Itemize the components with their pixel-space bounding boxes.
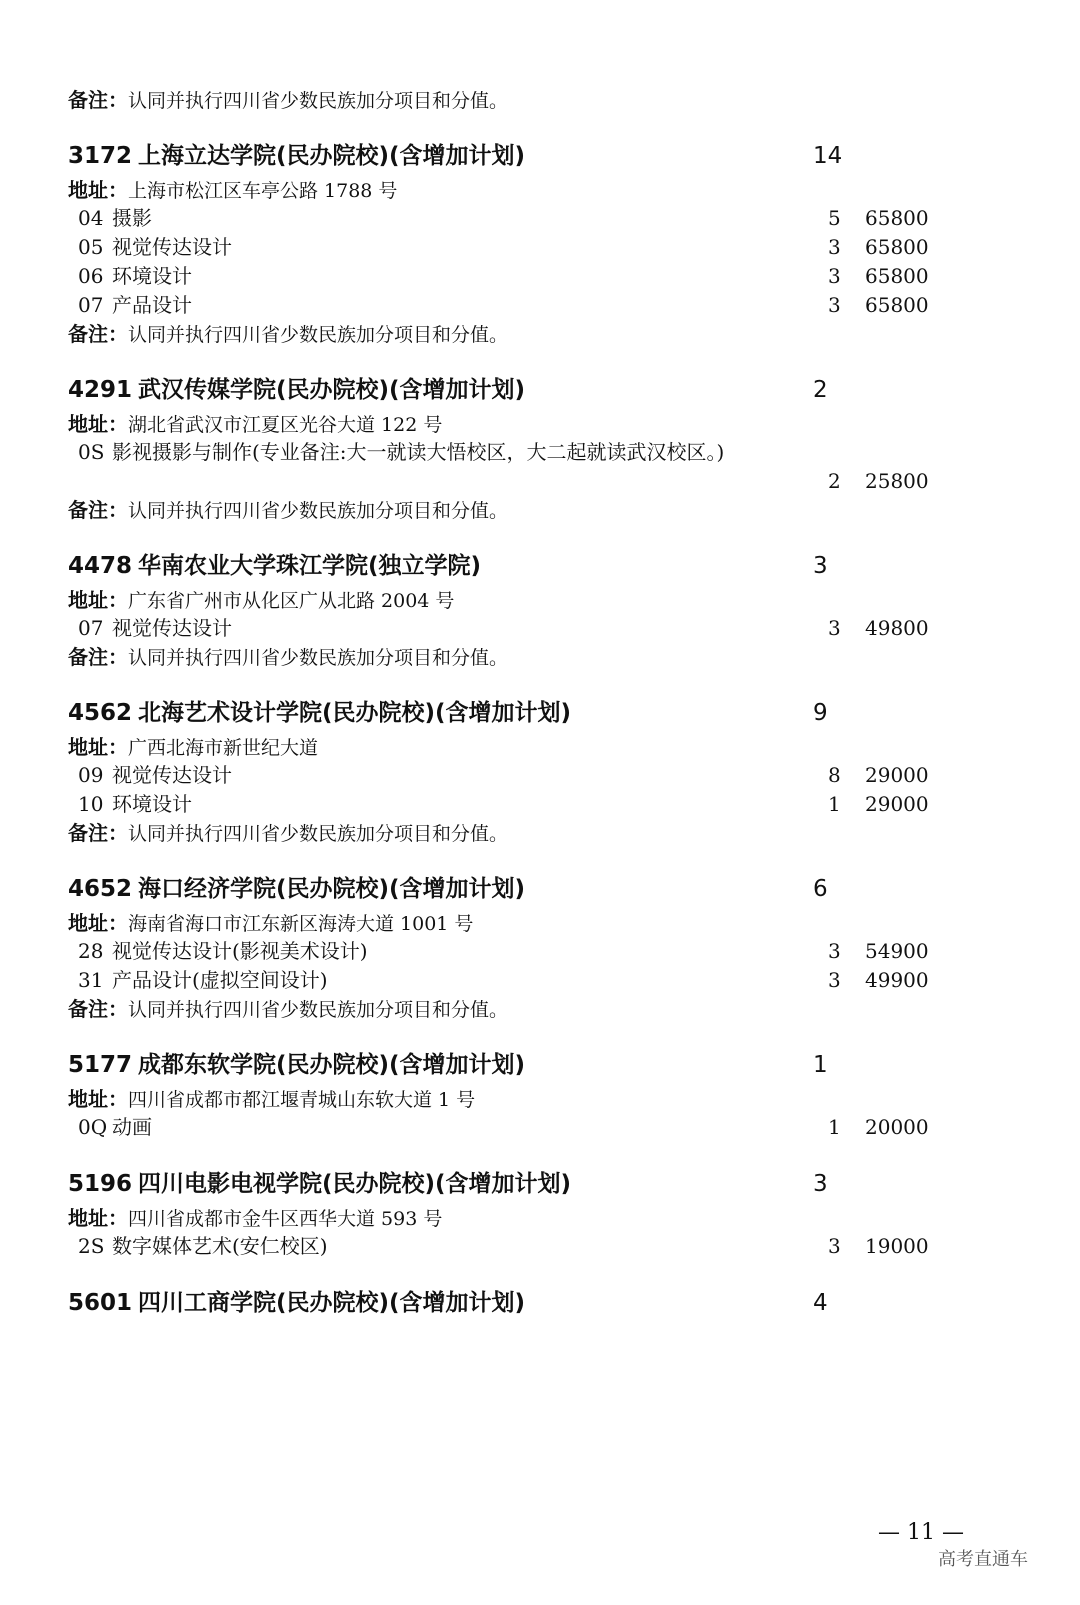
- address-label: 地址：: [68, 735, 128, 759]
- remark-text: 认同并执行四川省少数民族加分项目和分值。: [128, 90, 509, 112]
- address-label: 地址：: [68, 588, 128, 612]
- major-count: 3: [828, 293, 841, 317]
- major-code: 10: [78, 792, 104, 816]
- school-header: [68, 1164, 968, 1204]
- school-name: 成都东软学院(民办院校)(含增加计划): [138, 1052, 526, 1078]
- school-name: 华南农业大学珠江学院(独立学院): [138, 553, 482, 579]
- major-name: 视觉传达设计(影视美术设计): [112, 939, 368, 963]
- major-count: 3: [828, 1234, 841, 1258]
- remark-text: 认同并执行四川省少数民族加分项目和分值。: [128, 823, 509, 845]
- major-row: [68, 937, 968, 966]
- major-fee: 65800: [865, 235, 929, 259]
- school-block: [68, 546, 968, 671]
- major-name: 动画: [112, 1115, 152, 1139]
- address-text: 海南省海口市江东新区海涛大道 1001 号: [128, 913, 474, 935]
- major-code: 07: [78, 293, 104, 317]
- remark-label: 备注：: [68, 645, 128, 669]
- major-row: [68, 438, 968, 496]
- major-fee: 25800: [865, 469, 929, 493]
- major-code: 31: [78, 968, 104, 992]
- school-code: 4652: [68, 876, 133, 902]
- remark-label: 备注：: [68, 498, 128, 522]
- major-name: 环境设计: [112, 264, 192, 288]
- remark-line: [68, 995, 968, 1023]
- remark-line: [68, 86, 968, 114]
- major-fee: 65800: [865, 206, 929, 230]
- school-total: 9: [813, 700, 828, 726]
- major-count: 3: [828, 235, 841, 259]
- address-line: [68, 586, 968, 614]
- school-header: [68, 370, 968, 410]
- major-fee: 65800: [865, 264, 929, 288]
- address-line: [68, 1085, 968, 1113]
- major-count: 1: [828, 1115, 841, 1139]
- school-block: [68, 1045, 968, 1142]
- address-line: [68, 909, 968, 937]
- major-count: 1: [828, 792, 841, 816]
- major-count: 2: [828, 469, 841, 493]
- major-row: [68, 1113, 968, 1142]
- school-total: 2: [813, 377, 828, 403]
- address-text: 上海市松江区车亭公路 1788 号: [128, 180, 398, 202]
- major-count: 8: [828, 763, 841, 787]
- school-header: [68, 546, 968, 586]
- major-fee: 54900: [865, 939, 929, 963]
- major-fee: 29000: [865, 763, 929, 787]
- address-text: 四川省成都市都江堰青城山东软大道 1 号: [128, 1089, 476, 1111]
- remark-line: [68, 320, 968, 348]
- remark-label: 备注：: [68, 322, 128, 346]
- school-header: [68, 1045, 968, 1085]
- major-code: 04: [78, 206, 104, 230]
- address-label: 地址：: [68, 412, 128, 436]
- major-count: 3: [828, 968, 841, 992]
- major-code: 0Q: [78, 1115, 108, 1139]
- school-name: 四川工商学院(民办院校)(含增加计划): [138, 1290, 526, 1316]
- school-total: 3: [813, 553, 828, 579]
- major-code: 2S: [78, 1234, 105, 1258]
- school-total: 3: [813, 1171, 828, 1197]
- school-header: [68, 869, 968, 909]
- major-row: [68, 614, 968, 643]
- major-name: 影视摄影与制作(专业备注:大一就读大悟校区，大二起就读武汉校区。): [112, 440, 725, 464]
- major-name: 数字媒体艺术(安仁校区): [112, 1234, 328, 1258]
- address-label: 地址：: [68, 178, 128, 202]
- remark-line: [68, 819, 968, 847]
- school-total: 4: [813, 1290, 828, 1316]
- watermark: 高考直通车: [938, 1549, 1028, 1570]
- remark-text: 认同并执行四川省少数民族加分项目和分值。: [128, 324, 509, 346]
- major-name: 环境设计: [112, 792, 192, 816]
- school-code: 4562: [68, 700, 133, 726]
- major-row: [68, 233, 968, 262]
- major-fee: 65800: [865, 293, 929, 317]
- major-code: 05: [78, 235, 104, 259]
- address-text: 广西北海市新世纪大道: [128, 737, 319, 759]
- major-name: 视觉传达设计: [112, 616, 232, 640]
- school-header: [68, 693, 968, 733]
- remark-label: 备注：: [68, 88, 128, 112]
- address-line: [68, 410, 968, 438]
- school-code: 5177: [68, 1052, 133, 1078]
- major-fee: 20000: [865, 1115, 929, 1139]
- school-total: 1: [813, 1052, 828, 1078]
- major-count: 3: [828, 616, 841, 640]
- school-block: [68, 136, 968, 348]
- address-text: 湖北省武汉市江夏区光谷大道 122 号: [128, 414, 443, 436]
- major-code: 09: [78, 763, 104, 787]
- remark-text: 认同并执行四川省少数民族加分项目和分值。: [128, 999, 509, 1021]
- school-list: [68, 136, 968, 1323]
- address-label: 地址：: [68, 1206, 128, 1230]
- school-block: [68, 869, 968, 1023]
- major-fee: 29000: [865, 792, 929, 816]
- school-name: 武汉传媒学院(民办院校)(含增加计划): [138, 377, 526, 403]
- school-name: 四川电影电视学院(民办院校)(含增加计划): [138, 1171, 572, 1197]
- school-block: [68, 1283, 968, 1323]
- school-name: 北海艺术设计学院(民办院校)(含增加计划): [138, 700, 572, 726]
- remark-line: [68, 496, 968, 524]
- address-text: 广东省广州市从化区广从北路 2004 号: [128, 590, 455, 612]
- major-name: 产品设计(虚拟空间设计): [112, 968, 328, 992]
- major-row: [68, 291, 968, 320]
- school-total: 14: [813, 143, 843, 169]
- document-page: [68, 86, 968, 1323]
- remark-label: 备注：: [68, 997, 128, 1021]
- major-row: [68, 204, 968, 233]
- major-count: 3: [828, 264, 841, 288]
- address-label: 地址：: [68, 911, 128, 935]
- school-block: [68, 370, 968, 524]
- address-line: [68, 733, 968, 761]
- remark-text: 认同并执行四川省少数民族加分项目和分值。: [128, 500, 509, 522]
- school-total: 6: [813, 876, 828, 902]
- major-code: 06: [78, 264, 104, 288]
- major-row: [68, 1232, 968, 1261]
- major-fee: 19000: [865, 1234, 929, 1258]
- major-fee: 49800: [865, 616, 929, 640]
- address-label: 地址：: [68, 1087, 128, 1111]
- remark-label: 备注：: [68, 821, 128, 845]
- major-row: [68, 761, 968, 790]
- major-name: 视觉传达设计: [112, 763, 232, 787]
- school-code: 4478: [68, 553, 133, 579]
- school-header: [68, 136, 968, 176]
- page-number: — 11 —: [878, 1520, 964, 1545]
- major-count: 3: [828, 939, 841, 963]
- school-code: 3172: [68, 143, 133, 169]
- major-row: [68, 262, 968, 291]
- school-header: [68, 1283, 968, 1323]
- major-code: 0S: [78, 440, 105, 464]
- address-line: [68, 176, 968, 204]
- school-code: 4291: [68, 377, 133, 403]
- school-name: 上海立达学院(民办院校)(含增加计划): [138, 143, 526, 169]
- address-line: [68, 1204, 968, 1232]
- major-code: 28: [78, 939, 104, 963]
- major-fee: 49900: [865, 968, 929, 992]
- major-row: [68, 966, 968, 995]
- major-count: 5: [828, 206, 841, 230]
- school-name: 海口经济学院(民办院校)(含增加计划): [138, 876, 526, 902]
- major-code: 07: [78, 616, 104, 640]
- major-name: 视觉传达设计: [112, 235, 232, 259]
- major-name: 产品设计: [112, 293, 192, 317]
- major-row: [68, 790, 968, 819]
- school-code: 5601: [68, 1290, 133, 1316]
- school-code: 5196: [68, 1171, 133, 1197]
- school-block: [68, 1164, 968, 1261]
- major-name: 摄影: [112, 206, 152, 230]
- address-text: 四川省成都市金牛区西华大道 593 号: [128, 1208, 443, 1230]
- school-block: [68, 693, 968, 847]
- remark-line: [68, 643, 968, 671]
- remark-text: 认同并执行四川省少数民族加分项目和分值。: [128, 647, 509, 669]
